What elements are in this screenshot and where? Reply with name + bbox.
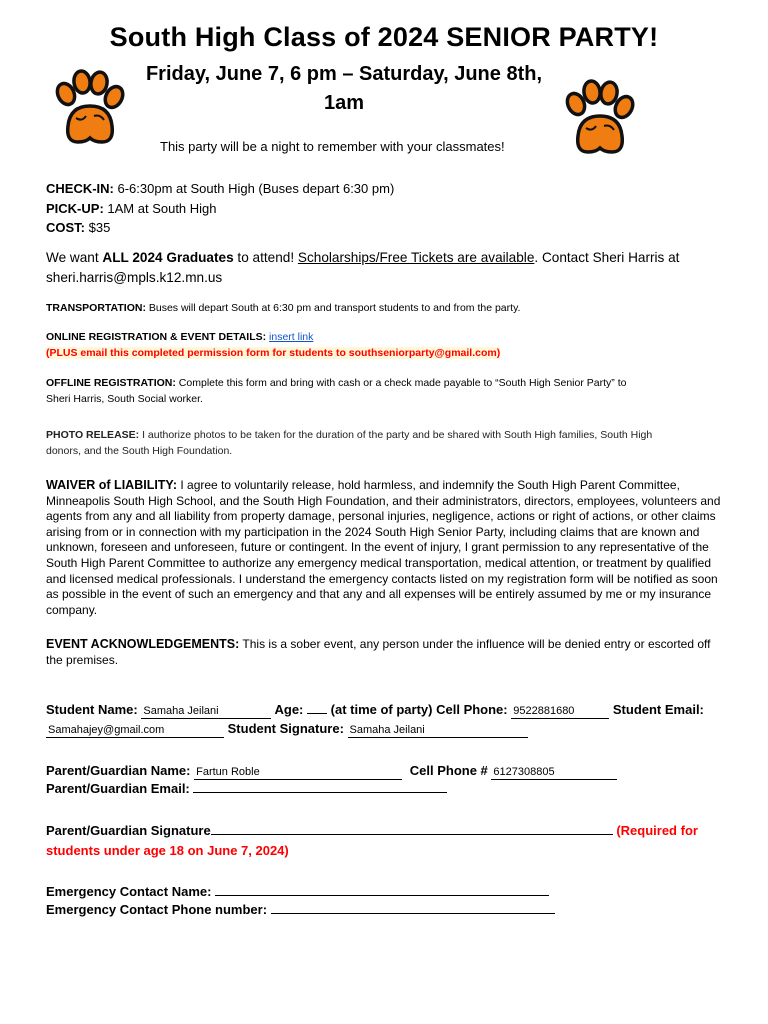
student-row-2 <box>46 721 528 738</box>
acknowledgement-text: This is a sober event, any person under the influence will be denied entry or escorted off the premises. <box>46 637 711 667</box>
event-dates-line1: Friday, June 7, 6 pm – Saturday, June 8th, <box>145 63 543 85</box>
cost-row <box>46 218 394 238</box>
required-note-2: students under age 18 on June 7, 2024) <box>46 843 289 858</box>
pickup-row <box>46 199 394 219</box>
offline-registration-text: Complete this form and bring with cash or a check made payable to “South High Senior Party” to <box>175 377 627 389</box>
parent-row-2 <box>46 781 447 796</box>
emergency-name-label: Emergency Contact Name: <box>46 884 212 899</box>
waiver-section <box>46 478 726 618</box>
emergency-phone-field[interactable] <box>271 902 555 914</box>
age-suffix: (at time of party) <box>330 702 433 717</box>
contact-email[interactable]: sheri.harris@mpls.k12.mn.us <box>46 270 223 285</box>
photo-release-text-2: donors, and the South High Foundation. <box>46 444 233 457</box>
age-label: Age: <box>274 702 304 717</box>
logistics <box>46 179 394 238</box>
invite-bold: ALL 2024 Graduates <box>102 250 234 265</box>
student-signature-field[interactable]: Samaha Jeilani <box>348 724 528 738</box>
parent-name-field[interactable]: Fartun Roble <box>194 766 402 780</box>
invite-text-3: . Contact Sheri Harris at <box>534 250 680 265</box>
transportation-section <box>46 301 726 317</box>
student-email-label: Student Email: <box>612 702 704 717</box>
parent-email-label: Parent/Guardian Email: <box>46 781 190 796</box>
age-field[interactable] <box>307 702 327 714</box>
checkin-row <box>46 179 394 199</box>
email-form-note: (PLUS email this completed permission form for students to southseniorparty@gmail.com) <box>46 346 501 359</box>
student-row-1 <box>46 702 704 719</box>
emergency-phone-label: Emergency Contact Phone number: <box>46 902 268 917</box>
photo-release-section <box>46 428 726 459</box>
offline-registration-text-2: Sheri Harris, South Social worker. <box>46 392 203 405</box>
tiger-paw-icon <box>46 66 132 154</box>
parent-signature-row <box>46 823 698 838</box>
parent-signature-row-2 <box>46 843 289 858</box>
invite-text-2: to attend! <box>233 250 298 265</box>
student-email-field[interactable]: Samahajey@gmail.com <box>46 724 224 738</box>
parent-row-1 <box>46 763 617 780</box>
acknowledgement-label: EVENT ACKNOWLEDGEMENTS: <box>46 637 240 651</box>
student-name-field[interactable]: Samaha Jeilani <box>141 705 271 719</box>
waiver-text: I agree to voluntarily release, hold harmless, and indemnify the South High Parent Committee, Minneapolis South High School, and the South High Foundation, and their administrators, directors, employees, volunteers and agents from any and all liability from property damage, personal injuries, negligence, actions or right of actions, or other claims arising from or in connection with my participation in the 2024 South High Senior Party, including claims that are known and unknown, foreseen and unforeseen, future or contingent. In the event of injury, I grant permission to any representative of the South High Parent Committee to authorize any emergency medical transportation, medical attention, or treatment by qualified and licensed medical professionals. I understand the emergency contacts listed on my registration form will be notified as soon as possible in the event of such an emergency and that any and all expenses will be entirely assumed by me or my insurance company. <box>46 478 721 617</box>
emergency-row-1 <box>46 884 549 899</box>
parent-signature-field[interactable] <box>211 823 613 835</box>
tagline: This party will be a night to remember with your classmates! <box>160 139 505 154</box>
online-registration-section <box>46 330 726 361</box>
acknowledgement-section <box>46 637 726 668</box>
invite-paragraph <box>46 248 726 288</box>
student-signature-label: Student Signature: <box>227 721 344 736</box>
parent-signature-label: Parent/Guardian Signature <box>46 823 211 838</box>
offline-registration-label: OFFLINE REGISTRATION: <box>46 377 176 389</box>
event-dates <box>140 60 548 118</box>
transportation-label: TRANSPORTATION: <box>46 302 146 314</box>
scholarships-text: Scholarships/Free Tickets are available <box>297 250 535 265</box>
checkin-value: 6-6:30pm at South High (Buses depart 6:30 pm) <box>113 181 395 196</box>
parent-cell-field[interactable]: 6127308805 <box>491 766 617 780</box>
cell-phone-label: Cell Phone: <box>436 702 508 717</box>
parent-cell-label: Cell Phone # <box>409 763 488 778</box>
insert-link[interactable]: insert link <box>269 331 314 343</box>
pickup-label: PICK-UP: <box>46 200 104 216</box>
photo-release-text: I authorize photos to be taken for the duration of the party and be shared with South High families, South High <box>139 429 653 441</box>
tiger-paw-icon <box>556 76 642 164</box>
waiver-label: WAIVER of LIABILITY: <box>46 478 178 492</box>
emergency-row-2 <box>46 902 555 917</box>
parent-email-field[interactable] <box>193 781 447 793</box>
invite-text-1: We want <box>46 250 103 265</box>
cell-phone-field[interactable]: 9522881680 <box>511 705 609 719</box>
checkin-label: CHECK-IN: <box>46 181 114 196</box>
transportation-text: Buses will depart South at 6:30 pm and transport students to and from the party. <box>145 302 521 314</box>
page-title: South High Class of 2024 SENIOR PARTY! <box>109 22 659 52</box>
cost-value: $35 <box>85 220 111 235</box>
required-note: (Required for <box>616 823 698 838</box>
event-dates-line2: 1am <box>323 92 365 114</box>
online-registration-label: ONLINE REGISTRATION & EVENT DETAILS: <box>46 331 267 343</box>
pickup-value: 1AM at South High <box>103 200 217 216</box>
emergency-name-field[interactable] <box>215 884 549 896</box>
photo-release-label: PHOTO RELEASE: <box>46 429 140 441</box>
cost-label: COST: <box>46 220 85 235</box>
offline-registration-section <box>46 376 726 407</box>
student-name-label: Student Name: <box>46 702 138 717</box>
parent-name-label: Parent/Guardian Name: <box>46 763 191 778</box>
